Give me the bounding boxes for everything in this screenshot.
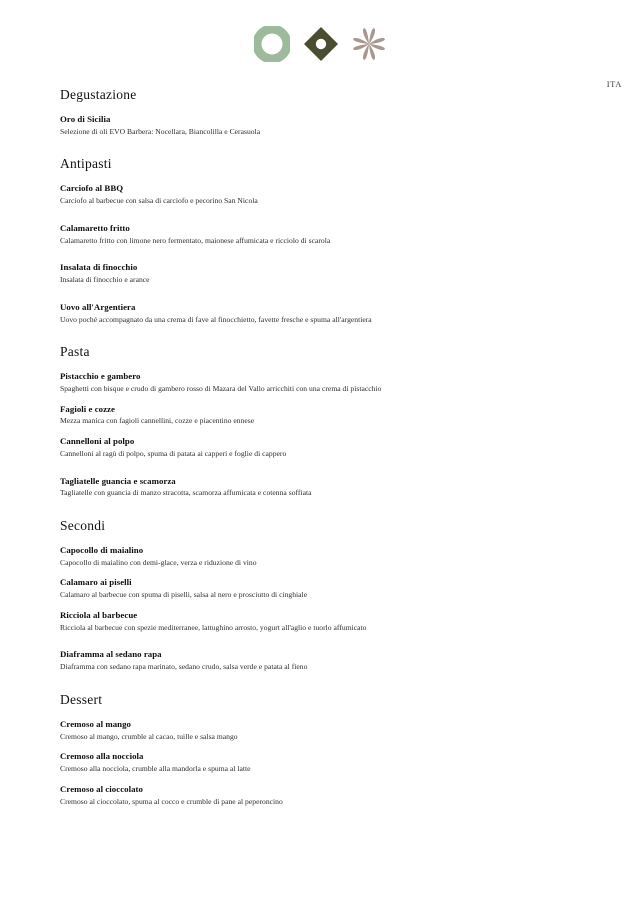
ring-mark-icon: [254, 26, 290, 62]
menu-item[interactable]: [60, 223, 600, 247]
menu-item-name: Calamaretto fritto: [60, 222, 130, 233]
menu-item[interactable]: [60, 719, 600, 743]
menu-item[interactable]: [60, 545, 600, 569]
menu-item-name: Cremoso al mango: [60, 718, 132, 729]
menu-section: [60, 519, 600, 673]
menu-item-name: Calamaro ai piselli: [60, 577, 132, 588]
menu-item-name: Cremoso al cioccolato: [60, 783, 143, 794]
menu-item[interactable]: [60, 476, 600, 500]
menu-item-description: Calamaro al barbecue con spuma di piselli, salsa al nero e prosciutto di cinghiale: [60, 590, 308, 600]
menu-item-description: Cannelloni al ragù di polpo, spuma di patata ai capperi e foglie di cappero: [60, 448, 287, 458]
menu-item-description: Diaframma con sedano rapa marinato, sedano crudo, salsa verde e patata al fieno: [60, 662, 308, 672]
menu-item-description: Cremoso al mango, crumble al cacao, tuille e salsa mango: [60, 731, 238, 741]
menu-item[interactable]: [60, 610, 600, 634]
language-selector[interactable]: ITA: [606, 79, 622, 89]
section-title: Pasta: [60, 344, 90, 360]
menu-item-description: Uovo poché accompagnato da una crema di fave al finocchietto, favette fresche e spuma all'argentiera: [60, 314, 372, 324]
menu-item-description: Carciofo al barbecue con salsa di carciofo e pecorino San Nicola: [60, 196, 258, 206]
section-title: Degustazione: [60, 87, 137, 102]
menu-item[interactable]: [60, 751, 600, 775]
menu-item[interactable]: [60, 262, 600, 286]
menu-item-name: Cannelloni al polpo: [60, 436, 135, 447]
section-title: Dessert: [60, 691, 103, 707]
menu-section: [60, 345, 600, 499]
menu-item[interactable]: [60, 436, 600, 460]
menu-item-description: Ricciola al barbecue con spezie mediterranee, lattughino arrosto, yogurt all'aglio e tuorlo affumicato: [60, 622, 367, 632]
menu-item[interactable]: [60, 114, 600, 138]
menu-sections: [60, 88, 600, 816]
menu-item-name: Tagliatelle guancia e scamorza: [60, 475, 176, 486]
menu-item-name: Oro di Sicilia: [60, 113, 111, 124]
menu-item-description: Insalata di finocchio e arance: [60, 275, 150, 285]
menu-item-name: Capocollo di maialino: [60, 544, 144, 555]
section-title: Secondi: [60, 518, 106, 534]
menu-section: [60, 88, 600, 137]
menu-item-description: Selezione di oli EVO Barbera: Nocellara, Biancolilla e Cerasuola: [60, 126, 261, 136]
menu-item[interactable]: [60, 577, 600, 601]
menu-item-name: Pistacchio e gambero: [60, 371, 141, 382]
menu-item[interactable]: [60, 302, 600, 326]
menu-item-name: Diaframma al sedano rapa: [60, 649, 162, 660]
menu-item-description: Mezza manica con fagioli cannellini, cozze e piacentino ennese: [60, 416, 255, 426]
menu-section: [60, 693, 600, 807]
menu-item-description: Capocollo di maialino con demi-glace, verza e riduzione di vino: [60, 557, 257, 567]
menu-item-description: Calamaretto fritto con limone nero fermentato, maionese affumicata e ricciolo di scarola: [60, 235, 331, 245]
restaurant-logo: [0, 22, 640, 66]
menu-item[interactable]: [60, 404, 600, 428]
menu-item-description: Tagliatelle con guancia di manzo stracotta, scamorza affumicata e cotenna soffiata: [60, 488, 312, 498]
menu-item-name: Cremoso alla nocciola: [60, 751, 144, 762]
section-title: Antipasti: [60, 156, 112, 172]
menu-section: [60, 157, 600, 325]
menu-item-name: Uovo all'Argentiera: [60, 301, 136, 312]
menu-item[interactable]: [60, 649, 600, 673]
menu-item-description: Spaghetti con bisque e crudo di gambero rosso di Mazara del Vallo arricchiti con una crema di pistacchio: [60, 383, 382, 393]
menu-item-description: Cremoso alla nocciola, crumble alla mandorla e spuma al latte: [60, 764, 251, 774]
diamond-mark-icon: [304, 27, 338, 61]
flower-mark-icon: [352, 27, 386, 61]
menu-item-name: Carciofo al BBQ: [60, 183, 124, 194]
menu-item-description: Cremoso al cioccolato, spuma al cocco e crumble di pane al peperoncino: [60, 796, 283, 806]
menu-item[interactable]: [60, 183, 600, 207]
menu-item[interactable]: [60, 371, 600, 395]
menu-item-name: Insalata di finocchio: [60, 262, 138, 273]
menu-item[interactable]: [60, 784, 600, 808]
menu-item-name: Fagioli e cozze: [60, 403, 115, 414]
menu-item-name: Ricciola al barbecue: [60, 609, 138, 620]
